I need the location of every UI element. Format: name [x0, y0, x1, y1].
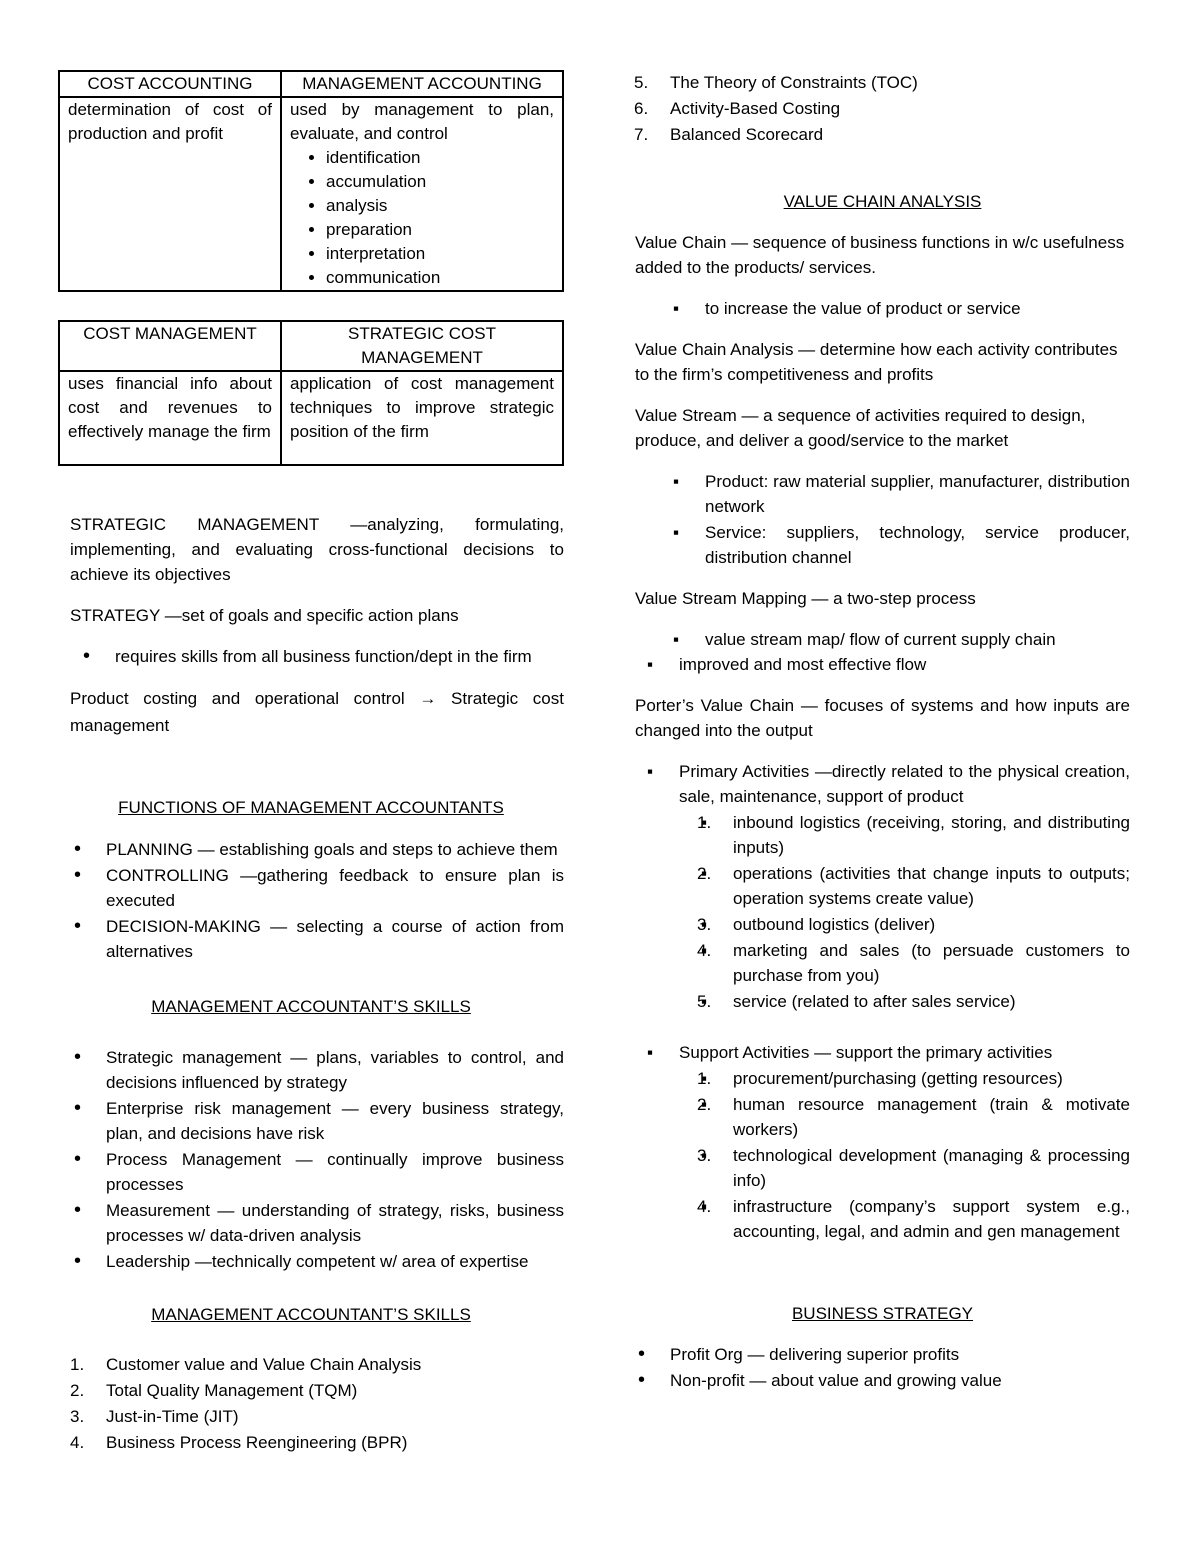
- table-cell: [281, 97, 563, 291]
- item-number: ▪ 4.: [697, 941, 712, 960]
- table-header: MANAGEMENT ACCOUNTING: [281, 71, 563, 97]
- bullet-list: [290, 146, 554, 290]
- strategic-management-definition: STRATEGIC MANAGEMENT —analyzing, formulating, implementing, and evaluating cross-functional decisions to achieve its objectives: [70, 515, 564, 584]
- item-number: 6.: [634, 99, 649, 118]
- table-row: [59, 97, 563, 291]
- list-item: [697, 989, 1130, 1014]
- item-text: service (related to after sales service): [733, 992, 1016, 1011]
- business-strategy-list: [670, 1342, 1130, 1393]
- support-activities-list: [697, 1066, 1130, 1244]
- support-activities-item: [679, 1040, 1130, 1244]
- value-chain-bullets: [705, 296, 1130, 321]
- list-item: • identification: [326, 146, 554, 170]
- value-stream-mapping-bullets-2: [679, 652, 1130, 677]
- list-item: [697, 1066, 1130, 1091]
- cost-vs-strategic-cost-management-table: [58, 320, 564, 466]
- list-item: • DECISION-MAKING — selecting a course of action from alternatives: [106, 914, 564, 964]
- list-item: • Enterprise risk management — every business strategy, plan, and decisions have risk: [106, 1096, 564, 1146]
- right-column: [635, 70, 1130, 1393]
- list-item: [634, 122, 1130, 147]
- table-header: STRATEGIC COST MANAGEMENT: [281, 321, 563, 371]
- list-item: • accumulation: [326, 170, 554, 194]
- list-item: [697, 1194, 1130, 1244]
- item-number: 5.: [634, 73, 649, 92]
- item-text: Customer value and Value Chain Analysis: [106, 1355, 422, 1374]
- list-item: [697, 1092, 1130, 1142]
- list-item: • PLANNING — establishing goals and steps to achieve them: [106, 837, 564, 862]
- item-text: infrastructure (company’s support system e.g., accounting, legal, and admin and gen management: [733, 1197, 1130, 1241]
- item-number: ▪ 3.: [697, 915, 712, 934]
- table-header: COST ACCOUNTING: [59, 71, 281, 97]
- item-number: 3.: [70, 1407, 85, 1426]
- item-text: Total Quality Management (TQM): [106, 1381, 358, 1400]
- list-item: [634, 96, 1130, 121]
- skills-numbered-list-continued: [634, 70, 1130, 147]
- item-text: Activity-Based Costing: [670, 99, 841, 118]
- item-text: technological development (managing & processing info): [733, 1146, 1130, 1190]
- cost-vs-management-accounting-table: [58, 70, 564, 292]
- list-item: • communication: [326, 266, 554, 290]
- item-number: ▪ 1.: [697, 813, 712, 832]
- list-item: [70, 1378, 564, 1403]
- list-item: • preparation: [326, 218, 554, 242]
- business-strategy-heading: BUSINESS STRATEGY: [791, 1304, 974, 1323]
- item-number: 2.: [70, 1381, 85, 1400]
- list-item: • requires skills from all business function/dept in the firm: [115, 644, 564, 669]
- item-text: marketing and sales (to persuade customers to purchase from you): [733, 941, 1130, 985]
- item-text: The Theory of Constraints (TOC): [670, 73, 918, 92]
- list-item: • analysis: [326, 194, 554, 218]
- item-number: ▪ 3.: [697, 1146, 712, 1165]
- item-number: ▪ 1.: [697, 1069, 712, 1088]
- support-activities-section: [679, 1040, 1130, 1244]
- item-number: ▪ 2.: [697, 1095, 712, 1114]
- item-number: ▪ 5.: [697, 992, 712, 1011]
- list-item: • CONTROLLING —gathering feedback to ensure plan is executed: [106, 863, 564, 913]
- item-text: Balanced Scorecard: [670, 125, 824, 144]
- primary-activities-section: [679, 759, 1130, 1014]
- value-chain-definition: Value Chain — sequence of business functions in w/c usefulness added to the products/ services.: [635, 233, 1125, 277]
- primary-activities-item: [679, 759, 1130, 1014]
- item-text: Business Process Reengineering (BPR): [106, 1433, 408, 1452]
- strategy-definition: STRATEGY —set of goals and specific action plans: [70, 606, 459, 625]
- skills-list: [106, 1045, 564, 1274]
- table-row: [59, 371, 563, 465]
- item-text: outbound logistics (deliver): [733, 915, 936, 934]
- table-cell: uses financial info about cost and revenues to effectively manage the firm: [59, 371, 281, 465]
- list-item: ▪ to increase the value of product or service: [705, 296, 1130, 321]
- list-item: • interpretation: [326, 242, 554, 266]
- list-item: • Measurement — understanding of strategy, risks, business processes w/ data-driven analysis: [106, 1198, 564, 1248]
- value-stream-bullets: [705, 469, 1130, 570]
- list-item: ▪ value stream map/ flow of current supply chain: [705, 627, 1130, 652]
- list-item: [697, 938, 1130, 988]
- skills-numbered-list: [70, 1352, 564, 1455]
- item-number: 1.: [70, 1355, 85, 1374]
- list-item: ▪ Service: suppliers, technology, service producer, distribution channel: [705, 520, 1130, 570]
- list-item: [697, 861, 1130, 911]
- list-item: [697, 912, 1130, 937]
- item-text: operations (activities that change inputs to outputs; operation systems create value): [733, 864, 1130, 908]
- value-chain-analysis-heading: VALUE CHAIN ANALYSIS: [783, 192, 982, 211]
- list-item: [70, 1404, 564, 1429]
- list-item: [697, 1143, 1130, 1193]
- item-number: ▪ 4.: [697, 1197, 712, 1216]
- value-chain-analysis-definition: Value Chain Analysis — determine how each activity contributes to the firm’s competitiveness and profits: [635, 340, 1118, 384]
- value-stream-mapping-bullets: [705, 627, 1130, 652]
- list-item: • Profit Org — delivering superior profits: [670, 1342, 1130, 1367]
- item-text: human resource management (train & motivate workers): [733, 1095, 1130, 1139]
- skills-heading-2: MANAGEMENT ACCOUNTANT’S SKILLS: [151, 1305, 471, 1324]
- table-header-row: [59, 321, 563, 371]
- item-number: 7.: [634, 125, 649, 144]
- cell-text: determination of cost of production and profit: [68, 100, 272, 143]
- list-item: • Strategic management — plans, variables to control, and decisions influenced by strategy: [106, 1045, 564, 1095]
- value-stream-mapping-definition: Value Stream Mapping — a two-step process: [635, 589, 976, 608]
- support-activities-label: Support Activities — support the primary activities: [679, 1043, 1053, 1062]
- list-item: • Leadership —technically competent w/ area of expertise: [106, 1249, 564, 1274]
- item-text: Just-in-Time (JIT): [106, 1407, 239, 1426]
- list-item: • Non-profit — about value and growing value: [670, 1368, 1130, 1393]
- list-item: ▪ Product: raw material supplier, manufacturer, distribution network: [705, 469, 1130, 519]
- primary-activities-label: Primary Activities —directly related to the physical creation, sale, maintenance, support of product: [679, 762, 1130, 806]
- skills-heading: MANAGEMENT ACCOUNTANT’S SKILLS: [151, 997, 471, 1016]
- list-item: [697, 810, 1130, 860]
- list-item: [70, 1352, 564, 1377]
- list-item: [634, 70, 1130, 95]
- item-number: 4.: [70, 1433, 85, 1452]
- table-cell: application of cost management techniques to improve strategic position of the firm: [281, 371, 563, 465]
- functions-list: [106, 837, 564, 964]
- item-number: ▪ 2.: [697, 864, 712, 883]
- value-stream-definition: Value Stream — a sequence of activities required to design, produce, and deliver a good/service to the market: [635, 406, 1086, 450]
- list-item: ▪ improved and most effective flow: [679, 652, 1130, 677]
- porter-value-chain-definition: Porter’s Value Chain — focuses of systems and how inputs are changed into the output: [635, 696, 1130, 740]
- table-cell: [59, 97, 281, 291]
- list-item: • Process Management — continually improve business processes: [106, 1147, 564, 1197]
- left-column: [58, 70, 564, 1455]
- product-costing-note: Product costing and operational control → Strategic cost management: [70, 689, 564, 735]
- list-item: [70, 1430, 564, 1455]
- functions-heading: FUNCTIONS OF MANAGEMENT ACCOUNTANTS: [118, 798, 504, 817]
- strategy-bullets: [115, 644, 564, 669]
- table-header-row: [59, 71, 563, 97]
- cell-text: used by management to plan, evaluate, and control: [290, 100, 554, 143]
- item-text: procurement/purchasing (getting resources): [733, 1069, 1063, 1088]
- item-text: inbound logistics (receiving, storing, and distributing inputs): [733, 813, 1130, 857]
- primary-activities-list: [697, 810, 1130, 1014]
- table-header: COST MANAGEMENT: [59, 321, 281, 371]
